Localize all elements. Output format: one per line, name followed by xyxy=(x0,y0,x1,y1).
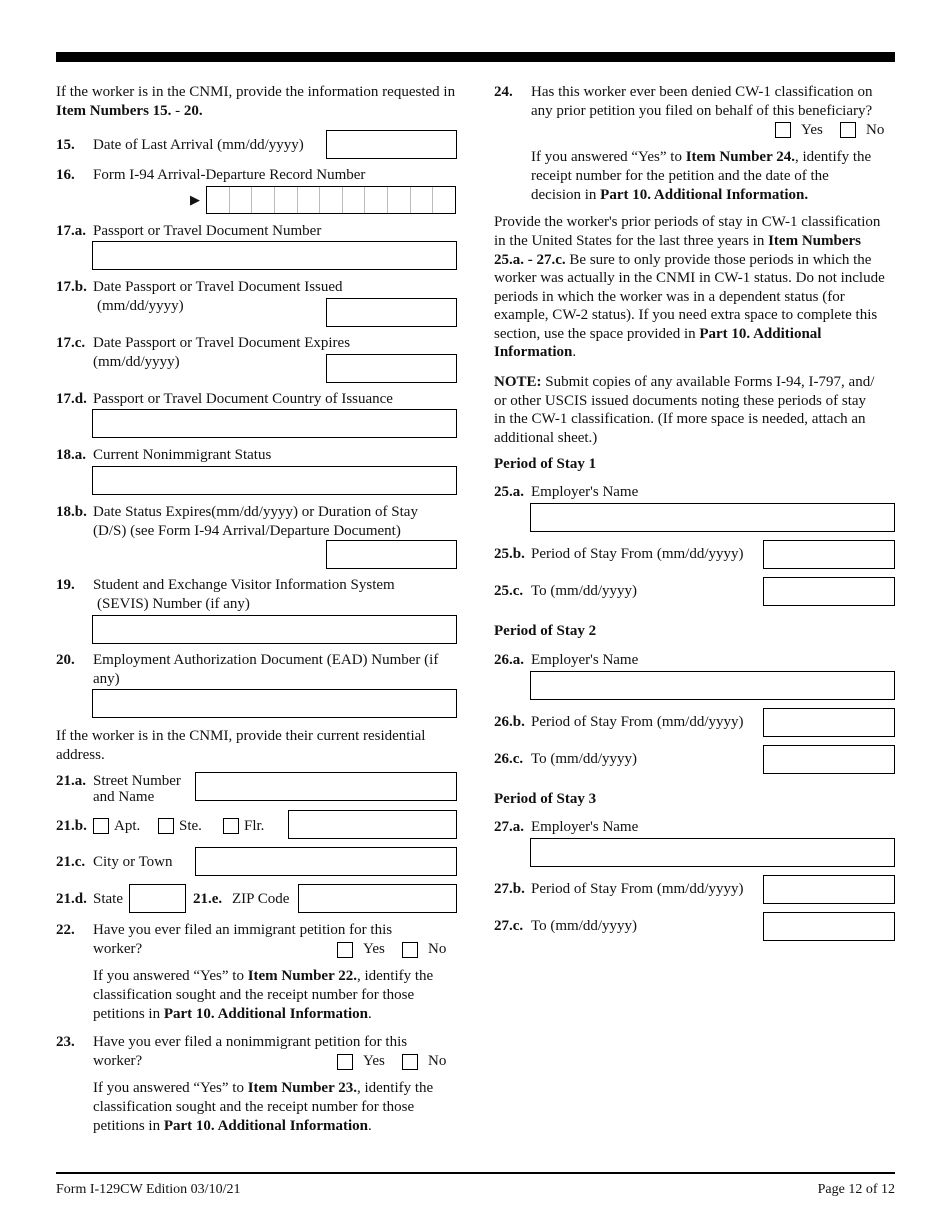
note-text-4: additional sheet.) xyxy=(494,430,598,446)
item-15-label: Date of Last Arrival (mm/dd/yyyy) xyxy=(93,137,304,153)
passport-issued-date-input[interactable] xyxy=(326,298,457,327)
item-17a-number: 17.a. xyxy=(56,223,86,239)
item-20-label: Employment Authorization Document (EAD) Number (if xyxy=(93,652,439,668)
item-25b-label: Period of Stay From (mm/dd/yyyy) xyxy=(531,546,744,562)
period-1-title: Period of Stay 1 xyxy=(494,456,597,472)
item-21d-number: 21.d. xyxy=(56,891,87,907)
prior-periods-text-8: Information. xyxy=(494,344,577,360)
item-19-label-2: (SEVIS) Number (if any) xyxy=(97,596,250,612)
item-23-note-3: petitions in Part 10. Additional Information. xyxy=(93,1118,372,1134)
ead-number-input[interactable] xyxy=(92,689,457,718)
item-22-no-label: No xyxy=(428,941,447,957)
period-2-to-input[interactable] xyxy=(763,745,895,774)
item-18a-label: Current Nonimmigrant Status xyxy=(93,447,272,463)
passport-number-input[interactable] xyxy=(92,241,457,270)
item-17c-label-2: (mm/dd/yyyy) xyxy=(93,354,180,370)
status-expires-input[interactable] xyxy=(326,540,457,569)
item-25c-number: 25.c. xyxy=(494,583,524,599)
item-21c-label: City or Town xyxy=(93,854,173,870)
item-21d-label: State xyxy=(93,891,123,907)
item-17d-number: 17.d. xyxy=(56,391,87,407)
item-17b-number: 17.b. xyxy=(56,279,87,295)
top-rule xyxy=(56,52,895,62)
item-24-note-2: receipt number for the petition and the date of the xyxy=(531,168,829,184)
item-17c-label: Date Passport or Travel Document Expires xyxy=(93,335,351,351)
item-24-yes-label: Yes xyxy=(801,122,823,138)
nonimmigrant-status-input[interactable] xyxy=(92,466,457,495)
item-22-note-3: petitions in Part 10. Additional Information. xyxy=(93,1006,372,1022)
item-18b-label-2: (D/S) (see Form I-94 Arrival/Departure Document) xyxy=(93,523,401,539)
item-25a-number: 25.a. xyxy=(494,484,524,500)
item-24-no-label: No xyxy=(866,122,885,138)
note-text-3: in the CW-1 classification. (If more space is needed, attach an xyxy=(494,411,866,427)
item-24-note: If you answered “Yes” to Item Number 24., identify the xyxy=(531,149,872,165)
form-edition: Form I-129CW Edition 03/10/21 xyxy=(56,1182,241,1197)
period-1-to-input[interactable] xyxy=(763,577,895,606)
item-21a-label-2: and Name xyxy=(93,789,155,805)
item-21e-number: 21.e. xyxy=(193,891,223,907)
item-23-note-2: classification sought and the receipt number for those xyxy=(93,1099,415,1115)
period-3-to-input[interactable] xyxy=(763,912,895,941)
passport-expires-date-input[interactable] xyxy=(326,354,457,383)
item-24-note-3: decision in Part 10. Additional Information. xyxy=(531,187,809,203)
item-18b-label: Date Status Expires(mm/dd/yyyy) or Duration of Stay xyxy=(93,504,418,520)
sevis-number-input[interactable] xyxy=(92,615,457,644)
item-24-question: Has this worker ever been denied CW-1 classification on xyxy=(531,84,873,100)
period-2-employer-input[interactable] xyxy=(530,671,895,700)
item-22-note: If you answered “Yes” to Item Number 22., identify the xyxy=(93,968,434,984)
ste-label: Ste. xyxy=(179,818,202,834)
apt-checkbox[interactable] xyxy=(93,818,109,834)
address-intro: If the worker is in the CNMI, provide their current residential xyxy=(56,728,426,744)
item-26a-number: 26.a. xyxy=(494,652,524,668)
item-26c-label: To (mm/dd/yyyy) xyxy=(531,751,638,767)
item-23-number: 23. xyxy=(56,1034,75,1050)
item-25b-number: 25.b. xyxy=(494,546,525,562)
item-24-number: 24. xyxy=(494,84,513,100)
left-intro: If the worker is in the CNMI, provide the information requested in Item Numbers 15. - 20. xyxy=(56,84,456,119)
period-2-from-input[interactable] xyxy=(763,708,895,737)
apt-label: Apt. xyxy=(114,818,141,834)
item-25a-label: Employer's Name xyxy=(531,484,639,500)
item-22-note-2: classification sought and the receipt number for those xyxy=(93,987,415,1003)
item-27b-label: Period of Stay From (mm/dd/yyyy) xyxy=(531,881,744,897)
city-input[interactable] xyxy=(195,847,457,876)
prior-periods-text-4: worker was actually in the CNMI in CW-1 status. Do not include xyxy=(494,270,885,286)
item-23-no-checkbox[interactable] xyxy=(402,1054,418,1070)
item-20-label-2: any) xyxy=(93,671,120,687)
item-17c-number: 17.c. xyxy=(56,335,86,351)
item-24-question-2: any prior petition you filed on behalf of this beneficiary? xyxy=(531,103,873,119)
item-26c-number: 26.c. xyxy=(494,751,524,767)
flr-label: Flr. xyxy=(244,818,265,834)
period-3-from-input[interactable] xyxy=(763,875,895,904)
ste-checkbox[interactable] xyxy=(158,818,174,834)
period-1-from-input[interactable] xyxy=(763,540,895,569)
item-19-label: Student and Exchange Visitor Information System xyxy=(93,577,395,593)
item-16-label: Form I-94 Arrival-Departure Record Number xyxy=(93,167,366,183)
zip-code-input[interactable] xyxy=(298,884,457,913)
flr-checkbox[interactable] xyxy=(223,818,239,834)
item-23-yes-label: Yes xyxy=(363,1053,385,1069)
period-1-employer-input[interactable] xyxy=(530,503,895,532)
item-27a-number: 27.a. xyxy=(494,819,524,835)
passport-country-input[interactable] xyxy=(92,409,457,438)
state-select[interactable] xyxy=(129,884,186,913)
item-22-no-checkbox[interactable] xyxy=(402,942,418,958)
footer-rule xyxy=(56,1172,895,1174)
note-text-2: or other USCIS issued documents noting these periods of stay xyxy=(494,393,867,409)
note-text: NOTE: Submit copies of any available Forms I-94, I-797, and/ xyxy=(494,374,875,390)
date-last-arrival-input[interactable] xyxy=(326,130,457,159)
item-24-yes-checkbox[interactable] xyxy=(775,122,791,138)
period-3-title: Period of Stay 3 xyxy=(494,791,597,807)
prior-periods-text-6: example, CW-2 status). If you need extra space to complete this xyxy=(494,307,878,323)
item-22-question: Have you ever filed an immigrant petition for this xyxy=(93,922,393,938)
page-number: Page 12 of 12 xyxy=(817,1182,895,1197)
item-18b-number: 18.b. xyxy=(56,504,87,520)
item-21a-label: Street Number xyxy=(93,773,181,789)
item-22-question-2: worker? xyxy=(93,941,143,957)
prior-periods-text: Provide the worker's prior periods of stay in CW-1 classification xyxy=(494,214,881,230)
item-27b-number: 27.b. xyxy=(494,881,525,897)
item-22-yes-checkbox[interactable] xyxy=(337,942,353,958)
item-23-question: Have you ever filed a nonimmigrant petition for this xyxy=(93,1034,408,1050)
item-20-number: 20. xyxy=(56,652,75,668)
item-25c-label: To (mm/dd/yyyy) xyxy=(531,583,638,599)
item-21b-number: 21.b. xyxy=(56,818,87,834)
unit-number-input[interactable] xyxy=(288,810,457,839)
item-15-number: 15. xyxy=(56,137,75,153)
item-18a-number: 18.a. xyxy=(56,447,86,463)
item-19-number: 19. xyxy=(56,577,75,593)
period-2-title: Period of Stay 2 xyxy=(494,623,597,639)
item-21e-label: ZIP Code xyxy=(232,891,290,907)
item-22-number: 22. xyxy=(56,922,75,938)
address-intro-2: address. xyxy=(56,747,105,763)
item-21a-number: 21.a. xyxy=(56,773,86,789)
i94-record-number-input[interactable] xyxy=(206,186,456,214)
prior-periods-text-5: periods in which the worker was in a dependent status (for xyxy=(494,289,845,305)
item-23-question-2: worker? xyxy=(93,1053,143,1069)
item-27a-label: Employer's Name xyxy=(531,819,639,835)
prior-periods-text-3: 25.a. - 27.c. Be sure to only provide those periods in which the xyxy=(494,252,872,268)
item-22-yes-label: Yes xyxy=(363,941,385,957)
item-21c-number: 21.c. xyxy=(56,854,86,870)
item-23-note: If you answered “Yes” to Item Number 23., identify the xyxy=(93,1080,434,1096)
item-23-yes-checkbox[interactable] xyxy=(337,1054,353,1070)
item-24-no-checkbox[interactable] xyxy=(840,122,856,138)
item-17b-label: Date Passport or Travel Document Issued xyxy=(93,279,343,295)
item-26b-label: Period of Stay From (mm/dd/yyyy) xyxy=(531,714,744,730)
item-26b-number: 26.b. xyxy=(494,714,525,730)
item-27c-label: To (mm/dd/yyyy) xyxy=(531,918,638,934)
item-26a-label: Employer's Name xyxy=(531,652,639,668)
item-17d-label: Passport or Travel Document Country of Issuance xyxy=(93,391,393,407)
item-17b-label-2: (mm/dd/yyyy) xyxy=(97,298,184,314)
period-3-employer-input[interactable] xyxy=(530,838,895,867)
item-17a-label: Passport or Travel Document Number xyxy=(93,223,322,239)
prior-periods-text-2: in the United States for the last three years in Item Numbers xyxy=(494,233,861,249)
item-16-number: 16. xyxy=(56,167,75,183)
prior-periods-text-7: section, use the space provided in Part 10. Additional xyxy=(494,326,822,342)
item-23-no-label: No xyxy=(428,1053,447,1069)
street-name-input[interactable] xyxy=(195,772,457,801)
item-27c-number: 27.c. xyxy=(494,918,524,934)
arrow-pointer-icon: ▶ xyxy=(190,192,200,207)
